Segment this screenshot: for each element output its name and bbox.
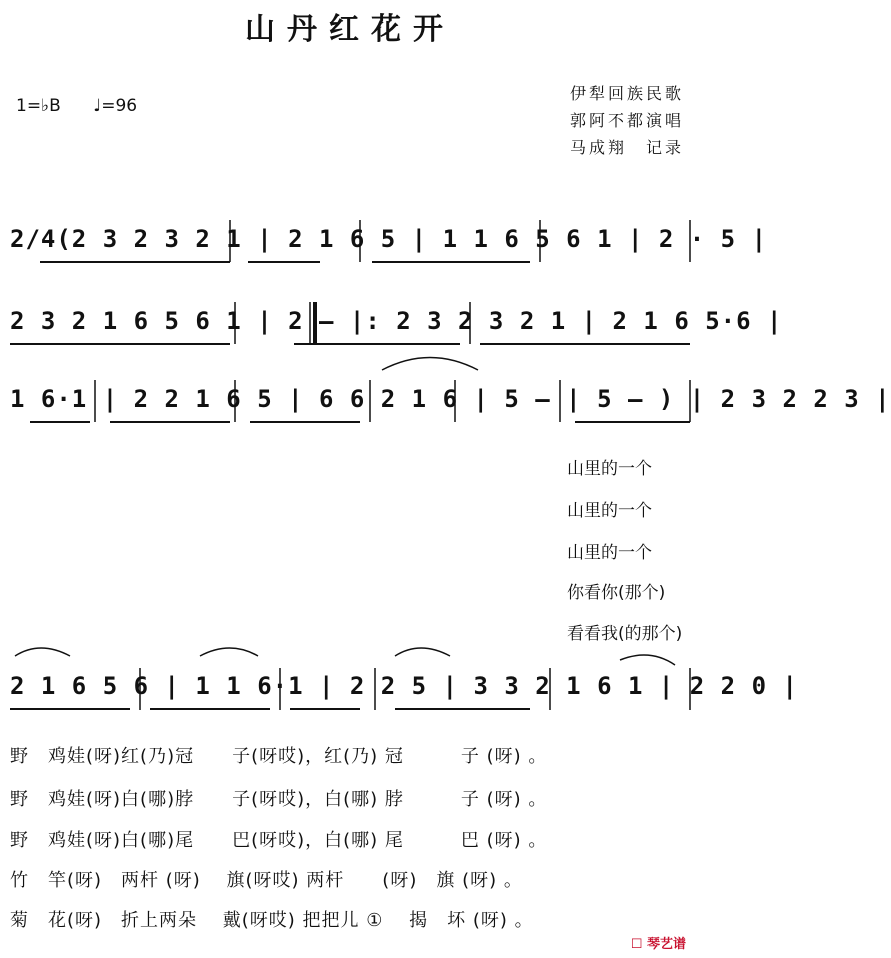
credit-singer: 郭阿不都演唱 [569,111,684,130]
lyric-line-3: 野 鸡娃(呀)白(哪)尾 巴(呀哎)，白(哪) 尾 巴 (呀) 。 [10,830,548,851]
logo-icon: ☐ [630,937,643,952]
lyric-line-1: 野 鸡娃(呀)红(乃)冠 子(呀哎)，红(乃) 冠 子 (呀) 。 [10,746,548,767]
song-title: 山丹红花开 [245,12,455,47]
tie-arcs [15,358,675,666]
verse-start-3: 山里的一个 [567,543,652,563]
lyric-line-2: 野 鸡娃(呀)白(哪)脖 子(呀哎)，白(哪) 脖 子 (呀) 。 [10,789,548,810]
verse-start-4: 你看你(那个) [567,583,666,603]
site-logo: ☐ 琴艺谱 [630,937,686,952]
verse-start-5: 看看我(的那个) [567,624,683,644]
credit-transcriber: 马成翔 记录 [569,138,684,157]
tempo-mark: ♩=96 [93,96,138,116]
notation-line-4: 2 1 6 5 6 | 1 1 6·1 | 2 2 5 | 3 3 2 1 6 1 | 2 2 0 | [10,672,798,700]
notation-line-2: 2 3 2 1 6 5 6 1 | 2 — |: 2 3 2 3 2 1 | 2 1 6 5·6 | [10,307,783,335]
notation-line-3: 1 6·1 | 2 2 1 6 5 | 6 6 2 1 6 | 5 — | 5 — ) | 2 3 2 2 3 | [10,385,891,413]
key-signature: 1=♭B [16,96,61,116]
credit-origin: 伊犁回族民歌 [569,84,684,103]
lyric-line-4: 竹 竿(呀) 两杆 (呀) 旗(呀哎) 两杆 (呀) 旗 (呀) 。 [10,870,523,891]
lyric-line-5: 菊 花(呀) 折上两朵 戴(呀哎) 把把儿 ① 揭 坏 (呀) 。 [10,910,534,931]
verse-start-2: 山里的一个 [567,501,652,521]
notation-line-1: 2/4(2 3 2 3 2 1 | 2 1 6 5 | 1 1 6 5 6 1 | 2 · 5 | [10,225,768,253]
bar-lines [95,220,690,710]
verse-start-1: 山里的一个 [567,459,652,479]
beam-lines [10,262,690,709]
